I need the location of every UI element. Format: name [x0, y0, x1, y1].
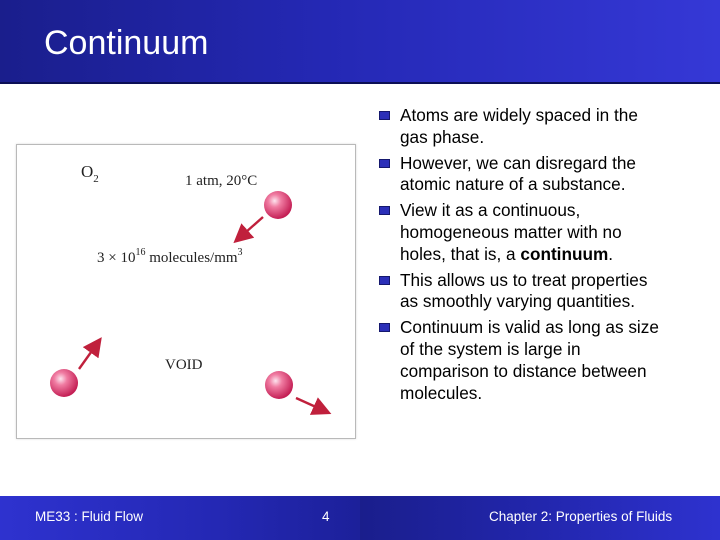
bullet-punctuation: . — [608, 243, 614, 264]
void-label: VOID — [165, 357, 203, 373]
gas-figure-illustration — [17, 145, 355, 438]
bullet-line: molecules. — [400, 382, 483, 403]
bullet-line: Atoms are widely spaced in the — [400, 105, 638, 125]
bullet-item — [377, 153, 707, 197]
course-label: ME33 : Fluid Flow — [35, 509, 144, 524]
bullet-item — [377, 105, 707, 149]
molecule — [50, 369, 78, 397]
velocity-arrow — [79, 341, 99, 369]
gas-formula-label: $O_2$ — [81, 162, 99, 185]
bullet-line: This allows us to treat properties — [400, 269, 648, 290]
title-bar — [0, 0, 720, 84]
bullet-line: holes, that is, a — [400, 243, 521, 264]
bullet-item — [377, 317, 707, 404]
footer-left-panel — [0, 496, 360, 540]
bullet-line: comparison to distance between — [400, 360, 647, 381]
square-bullet-icon — [379, 206, 390, 215]
molecule — [265, 371, 293, 399]
bullet-line: View it as a continuous, — [400, 200, 581, 221]
square-bullet-icon — [379, 323, 390, 332]
gas-figure — [16, 144, 356, 439]
square-bullet-icon — [379, 111, 390, 120]
bullet-line: Continuum is valid as long as size — [400, 317, 659, 338]
bullet-line: atomic nature of a substance. — [400, 174, 626, 195]
page-number: 4 — [322, 509, 330, 524]
square-bullet-icon — [379, 276, 390, 285]
bullet-list — [377, 105, 707, 408]
bullet-line: as smoothly varying quantities. — [400, 291, 636, 312]
bullet-item — [377, 270, 707, 314]
condition-label: 1 atm, 20°C — [185, 173, 258, 189]
velocity-arrow — [296, 398, 327, 412]
footer — [0, 496, 720, 540]
bullet-line: homogeneous matter with no — [400, 221, 622, 242]
velocity-arrow — [237, 217, 263, 240]
footer-right-panel — [360, 496, 720, 540]
chapter-label: Chapter 2: Properties of Fluids — [489, 509, 673, 524]
molecule — [264, 191, 292, 219]
bullet-emphasis: continuum — [520, 243, 609, 264]
density-label: $3 \times 10^{16}$ molecules/$mm^3$ — [97, 247, 243, 266]
bullet-line: of the system is large in — [400, 338, 581, 359]
bullet-line: However, we can disregard the — [400, 152, 636, 173]
bullet-line: gas phase. — [400, 126, 485, 147]
square-bullet-icon — [379, 159, 390, 168]
slide-title: Continuum — [44, 24, 209, 62]
bullet-item — [377, 200, 707, 265]
